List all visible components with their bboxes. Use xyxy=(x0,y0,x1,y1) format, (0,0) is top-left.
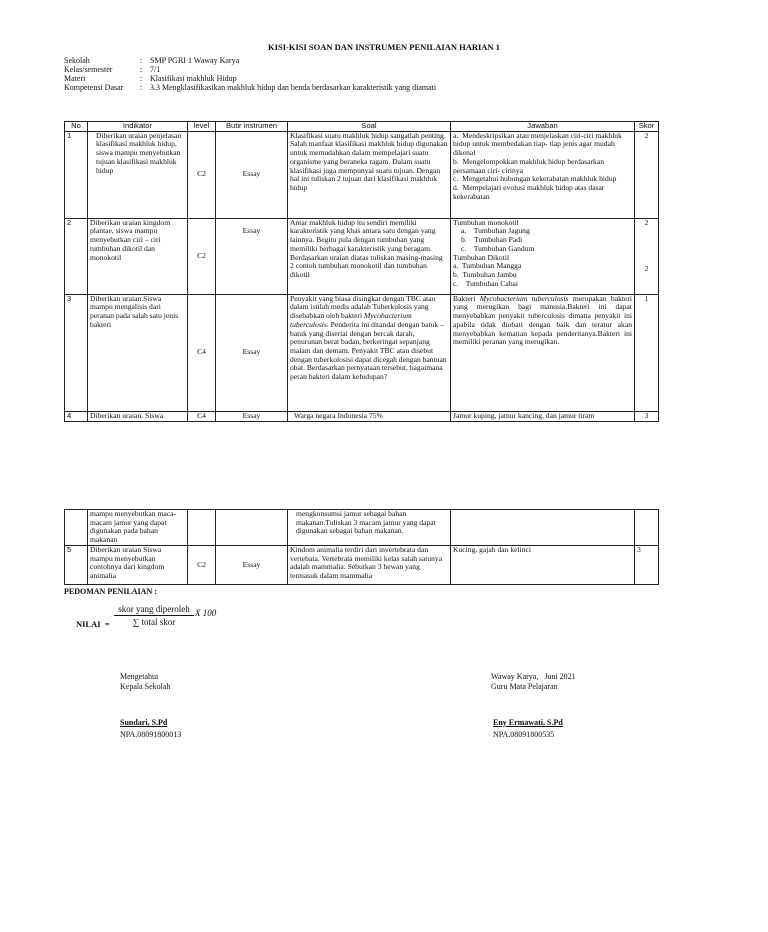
nilai-label xyxy=(76,620,110,630)
jawaban-item: a. Mendeskripsikan atau menjelaskan ciri-ciri makhluk hidup untuk membedakan tiap- tiap jenis agar mudah dikenal xyxy=(453,131,622,158)
header-value: 7/1 xyxy=(150,65,161,74)
soal-text: Warga negara Indonesia 75% xyxy=(294,411,383,420)
cell-skor: 3 xyxy=(635,546,659,585)
nilai-text: NILAI xyxy=(76,619,101,629)
header-key: Kelas/semester xyxy=(64,65,113,74)
cell-soal xyxy=(288,411,451,421)
header-key: Materi xyxy=(64,74,86,83)
cell-jawaban xyxy=(451,131,635,218)
header-row-sekolah: Sekolah : SMP PGRI 1 Waway Karya xyxy=(64,56,240,65)
cell-soal: Klasifikasi suatu makhluk hidup sangatlah penting. Salah manfaat klasifikasi makhluk hidup digunakan untuk memudahkan dalam mempelajari suatu organisme yang beraneka ragam. Dalam suatu klasifikasi juga mempunyai suatu tujuan. Dengan hal ini tuliskan 2 tujuan dari klasifikasi makhluk hidup xyxy=(288,131,451,218)
col-header-skor: Skor xyxy=(635,122,659,132)
jawaban-item: a. Tumbuhan Mangga xyxy=(453,261,522,271)
header-key: Kompetensi Dasar xyxy=(64,83,124,92)
sig-right-line1: Waway Karya, Juni 2021 xyxy=(491,672,576,681)
cell-skor: 1 xyxy=(635,294,659,411)
cell-butir: Essay xyxy=(216,546,288,585)
dikotil-title: Tumbuhan Dikotil xyxy=(453,252,510,262)
sig-right-name: Eny Ermawati, S.Pd xyxy=(493,718,563,727)
pedoman-heading: PEDOMAN PENILAIAN : xyxy=(64,587,157,596)
cell-jawaban xyxy=(451,510,635,546)
cell-soal xyxy=(288,294,451,411)
document-title: KISI-KISI SOAN DAN INSTRUMEN PENILAIAN HARIAN 1 xyxy=(268,42,500,52)
cell-skor: 3 xyxy=(635,411,659,421)
cell-soal: Kindom animalia terdiri dari invertebrata dan vertebata. Vertebrata memiliki kelas salah satunya adalah mammalia. Sebutkan 3 hewan yang termasuk dalam mammalia xyxy=(288,546,451,585)
cell-level: C2 xyxy=(188,218,216,294)
sig-right-npa: NPA.08091800535 xyxy=(493,730,555,739)
jawaban-item: a. Tumbuhan Jagung xyxy=(461,226,530,236)
bacteria-name: Mycobacterium tuberculosis. xyxy=(290,311,412,329)
table-row xyxy=(65,218,659,294)
soal-text: Penderita ini ditandai dengan batuk – batuk yang disertai dengan bercak darah, penurunan berat badan, berkeringat sepanjang malam dan demam. Penyakit TBC atau disebut dengan tuberkolosisi dapat dicegah dengan bantuan obat. Berdasarkan pernyataan tersebut, bagaimana peran bakteri dalam kehidupan? xyxy=(290,319,447,382)
formula-multiplier: X 100 xyxy=(195,608,217,618)
col-header-indikator: Indikator xyxy=(88,122,188,132)
jawaban-item: c. Tumbuhan Gandum xyxy=(461,243,535,253)
cell-jawaban xyxy=(451,218,635,294)
table-row xyxy=(65,294,659,411)
table-row xyxy=(65,411,659,421)
bacteria-name: Mycobacterium tuberculosis xyxy=(479,294,569,303)
jawaban-item: d. Mempelajari evolusi makhluk hidup atas dasar kekerabatan xyxy=(453,183,605,201)
kisi-kisi-table xyxy=(64,121,659,422)
formula-denominator: ∑ total skor xyxy=(132,617,176,628)
cell-soal: Antar makhluk hidup itu sendiri memiliki karakteristik yang khas antara satu dengan yang lainnya. Begitu pula dengan tumbuhan yang memiliki berbagai karakteristik yang beragam. Berdasarkan uraian diatas tuliskan masing-masing 2 contoh tumbuhan monokotil dan tumbuhan dikotil xyxy=(288,218,451,294)
soal-text: mengkonsumsi jamur sebagai bahan makanan.Tuliskan 3 macam jamur yang dapat digunakan sebagai bahan makanan. xyxy=(296,509,436,536)
skor-monokotil: 2 xyxy=(644,218,649,227)
cell-jawaban: Jamur kuping, jamur kancing, dan jamur tiram xyxy=(451,411,635,421)
col-header-no: No xyxy=(65,122,88,132)
cell-butir: Essay xyxy=(216,131,288,218)
soal-text: Penyakit yang biasa disingkat dengan TBC atau dalam istilah medis adalah Tuberkulosis yang disebabkan oleh bakteri xyxy=(290,294,436,321)
header-value: SMP PGRI 1 Waway Karya xyxy=(150,56,240,65)
formula-fraction xyxy=(114,604,194,628)
jawaban-text: merupakan bakteri yang merugikan bagi manusia.Bakteri ini dapat menyebabkan penyakit tuberculosis dimana penyakit ini apabila tidak diobati dengan baik dan teratur akan menyebabkan kematian kepada penderitanya.Bakteri ini memiliki peranan yang merugikan. xyxy=(453,294,632,347)
header-row-materi: Materi : Klasifikasi makhluk Hidup xyxy=(64,74,237,83)
cell-butir: Essay xyxy=(216,411,288,421)
equals-sign: = xyxy=(104,619,110,629)
cell-no: 5 xyxy=(65,546,88,585)
sig-left-npa: NPA.08091800013 xyxy=(120,730,182,739)
formula-numerator: skor yang diperoleh xyxy=(114,604,194,616)
cell-jawaban: Kucing, gajah dan kelinci xyxy=(451,546,635,585)
indikator-text: Diberikan uraian penjelasan klasifikasi makhluk hidup, siswa mampu menyebutkan tujuan klasifikasi makhluk hidup xyxy=(96,131,182,175)
col-header-level: level xyxy=(188,122,216,132)
jawaban-item: b. Mengelompokkan makhluk hidup berdasarkan persamaan ciri- cirinya xyxy=(453,156,604,175)
jawaban-item: b. Tumbuhan Jambu xyxy=(453,270,517,280)
cell-no: 3 xyxy=(65,294,88,411)
cell-indikator xyxy=(88,131,188,218)
table-header-row xyxy=(65,122,659,132)
col-header-butir: Butir instrumen xyxy=(216,122,288,132)
table-row xyxy=(65,510,659,546)
cell-no: 2 xyxy=(65,218,88,294)
sig-right-line2: Guru Mata Pelajaran xyxy=(491,682,558,691)
cell-butir: Essay xyxy=(216,218,288,294)
sig-left-line2: Kepala Sekolah xyxy=(120,682,171,691)
header-value: 3.3 Mengklasifikasikan makhluk hidup dan benda berdasarkan karakteristik yang diamati xyxy=(150,83,437,92)
sig-left-name: Sundari, S.Pd xyxy=(120,718,168,727)
skor-dikotil: 2 xyxy=(644,264,649,274)
cell-soal xyxy=(288,510,451,546)
jawaban-item: c. Tumbuhan Cabai xyxy=(453,278,518,288)
cell-jawaban xyxy=(451,294,635,411)
jawaban-item: c. Mengetahui hubungan kekerabatan makhluk hidup xyxy=(453,174,617,184)
cell-skor xyxy=(635,218,659,294)
jawaban-text: Bakteri xyxy=(453,294,476,303)
cell-level: C4 xyxy=(188,294,216,411)
kisi-kisi-table-continued xyxy=(64,509,659,585)
cell-indikator: Diberikan uraian.Siswa mampu mengalisis dari peranan pada salah satu jenis bakteri xyxy=(88,294,188,411)
cell-no xyxy=(65,510,88,546)
cell-butir xyxy=(216,510,288,546)
cell-level: C2 xyxy=(188,131,216,218)
cell-indikator: Diberikan uraian kingdom plantae, siswa mampu menyebutkan ciri – ciri tumbuhan dikotil dan monokotil xyxy=(88,218,188,294)
cell-skor xyxy=(635,510,659,546)
jawaban-item: b. Tumbuhan Padi xyxy=(461,235,523,245)
header-row-kompetensi: Kompetensi Dasar : 3.3 Mengklasifikasikan makhluk hidup dan benda berdasarkan karakteristik yang diamati xyxy=(64,83,437,92)
table-row xyxy=(65,546,659,585)
cell-level: C2 xyxy=(188,546,216,585)
cell-level xyxy=(188,510,216,546)
cell-no: 1 xyxy=(65,131,88,218)
table-row xyxy=(65,131,659,218)
cell-butir: Essay xyxy=(216,294,288,411)
header-row-kelas: Kelas/semester : 7/1 xyxy=(64,65,161,74)
cell-skor: 2 xyxy=(635,131,659,218)
col-header-soal: Soal xyxy=(288,122,451,132)
cell-no: 4 xyxy=(65,411,88,421)
header-value: Klasifikasi makhluk Hidup xyxy=(150,74,237,83)
cell-indikator: Diberikan uraian Siswa mampu menyebutkan contohnya dari kingdom animalia xyxy=(88,546,188,585)
cell-level: C4 xyxy=(188,411,216,421)
header-key: Sekolah xyxy=(64,56,90,65)
monokotil-title: Tumbuhan monokotil xyxy=(453,218,519,227)
cell-indikator: mampu menyebutkan maca-macam jamur yang dapat digunakan pada bahan makanan xyxy=(88,510,188,546)
sig-left-line1: Mengetahui xyxy=(120,672,159,681)
col-header-jawaban: Jawaban xyxy=(451,122,635,132)
cell-indikator: Diberikan uraian. Siswa xyxy=(88,411,188,421)
